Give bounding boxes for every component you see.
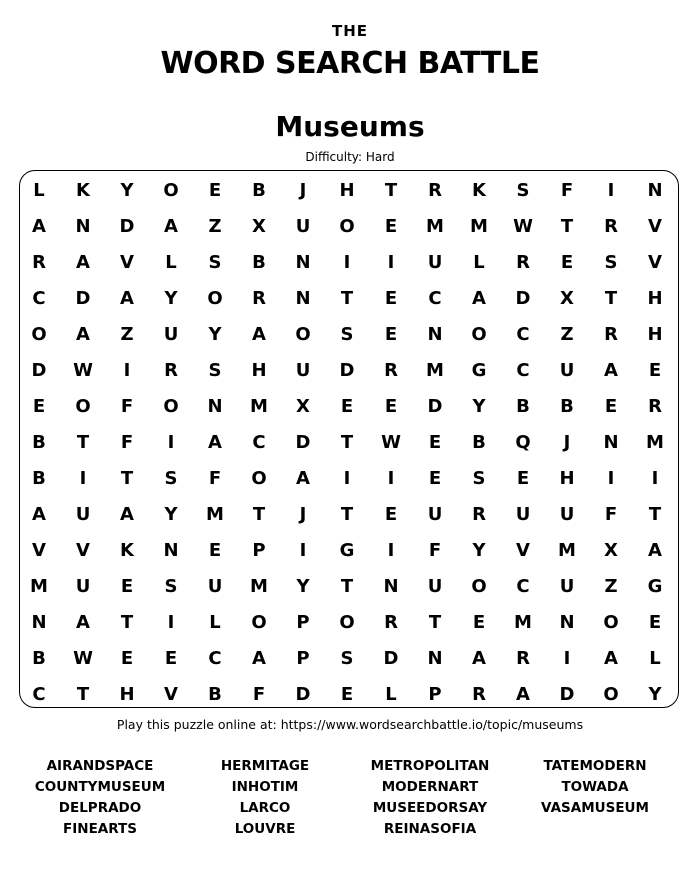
grid-letter[interactable]: B — [208, 684, 222, 705]
grid-letter[interactable]: R — [428, 180, 442, 201]
grid-letter[interactable]: I — [607, 180, 615, 201]
grid-row — [17, 209, 677, 245]
word-list-item: METROPOLITAN — [370, 758, 490, 774]
grid-letter[interactable]: O — [251, 468, 267, 489]
grid-letter[interactable]: R — [472, 684, 486, 705]
grid-letter[interactable]: R — [384, 360, 398, 381]
grid-letter[interactable]: U — [163, 324, 179, 345]
word-list-item: DELPRADO — [58, 800, 142, 816]
word-list-item: TATEMODERN — [543, 758, 647, 774]
grid-letter[interactable]: C — [208, 648, 222, 669]
grid-letter[interactable]: G — [471, 360, 487, 381]
grid-letter[interactable]: N — [559, 612, 575, 633]
grid-letter[interactable]: E — [340, 396, 354, 417]
grid-letter[interactable]: Y — [164, 504, 178, 525]
grid-letter[interactable]: V — [648, 216, 662, 237]
grid-letter[interactable]: X — [252, 216, 266, 237]
grid-letter[interactable]: C — [32, 288, 46, 309]
grid-row — [17, 641, 677, 677]
grid-letter[interactable]: I — [299, 540, 307, 561]
grid-letter[interactable]: Y — [472, 540, 486, 561]
grid-letter[interactable]: Y — [164, 288, 178, 309]
grid-row — [17, 245, 677, 281]
grid-letter[interactable]: A — [252, 324, 266, 345]
grid-letter[interactable]: J — [299, 180, 307, 201]
grid-letter[interactable]: F — [120, 396, 134, 417]
grid-letter[interactable]: V — [648, 252, 662, 273]
grid-letter[interactable]: T — [604, 288, 618, 309]
word-column — [12, 756, 188, 840]
grid-letter[interactable]: S — [208, 252, 222, 273]
grid-row — [17, 497, 677, 533]
grid-letter[interactable]: E — [648, 360, 662, 381]
grid-letter[interactable]: B — [516, 396, 530, 417]
word-list-item: TOWADA — [561, 779, 629, 795]
grid-letter[interactable]: E — [604, 396, 618, 417]
grid-letter[interactable]: X — [604, 540, 618, 561]
grid-letter[interactable]: S — [516, 180, 530, 201]
grid-letter[interactable]: E — [208, 540, 222, 561]
word-list-item: AIRANDSPACE — [46, 758, 154, 774]
grid-letter[interactable]: M — [646, 432, 664, 453]
word-list-item: MUSEEDORSAY — [372, 800, 488, 816]
grid-letter[interactable]: L — [209, 612, 221, 633]
grid-letter[interactable]: I — [343, 468, 351, 489]
grid-letter[interactable]: O — [471, 576, 487, 597]
grid-letter[interactable]: R — [164, 360, 178, 381]
grid-letter[interactable]: S — [472, 468, 486, 489]
grid-letter[interactable]: A — [32, 504, 46, 525]
grid-letter[interactable]: O — [75, 396, 91, 417]
word-list-item: HERMITAGE — [220, 758, 310, 774]
grid-letter[interactable]: R — [648, 396, 662, 417]
grid-letter[interactable]: N — [31, 612, 47, 633]
grid-letter[interactable]: D — [515, 288, 531, 309]
grid-letter[interactable]: C — [428, 288, 442, 309]
grid-letter[interactable]: T — [560, 216, 574, 237]
grid-letter[interactable]: E — [384, 396, 398, 417]
word-list-item: MODERNART — [381, 779, 479, 795]
grid-row — [17, 533, 677, 569]
grid-letter[interactable]: N — [383, 576, 399, 597]
grid-letter[interactable]: A — [472, 288, 486, 309]
grid-letter[interactable]: N — [295, 288, 311, 309]
grid-letter[interactable]: L — [473, 252, 485, 273]
grid-letter[interactable]: O — [163, 396, 179, 417]
grid-letter[interactable]: M — [470, 216, 488, 237]
grid-letter[interactable]: W — [381, 432, 401, 453]
grid-row — [17, 389, 677, 425]
grid-letter[interactable]: I — [387, 540, 395, 561]
letter-grid[interactable] — [17, 172, 677, 710]
grid-letter[interactable]: T — [120, 612, 134, 633]
grid-row — [17, 677, 677, 713]
grid-letter[interactable]: V — [516, 540, 530, 561]
grid-letter[interactable]: T — [340, 288, 354, 309]
grid-row — [17, 173, 677, 209]
grid-letter[interactable]: A — [604, 360, 618, 381]
grid-letter[interactable]: Y — [120, 180, 134, 201]
grid-letter[interactable]: I — [79, 468, 87, 489]
grid-letter[interactable]: F — [252, 684, 266, 705]
grid-letter[interactable]: H — [251, 360, 267, 381]
grid-letter[interactable]: A — [648, 540, 662, 561]
grid-letter[interactable]: O — [251, 612, 267, 633]
grid-letter[interactable]: A — [76, 324, 90, 345]
grid-letter[interactable]: E — [340, 684, 354, 705]
grid-letter[interactable]: H — [647, 324, 663, 345]
grid-letter[interactable]: J — [299, 504, 307, 525]
grid-letter[interactable]: F — [604, 504, 618, 525]
grid-letter[interactable]: P — [296, 648, 310, 669]
grid-letter[interactable]: N — [603, 432, 619, 453]
grid-letter[interactable]: B — [560, 396, 574, 417]
grid-letter[interactable]: E — [428, 432, 442, 453]
grid-letter[interactable]: T — [384, 180, 398, 201]
grid-letter[interactable]: O — [31, 324, 47, 345]
grid-letter[interactable]: O — [339, 216, 355, 237]
grid-letter[interactable]: C — [252, 432, 266, 453]
grid-letter[interactable]: B — [252, 252, 266, 273]
grid-letter[interactable]: U — [559, 576, 575, 597]
grid-letter[interactable]: H — [119, 684, 135, 705]
grid-letter[interactable]: N — [295, 252, 311, 273]
grid-letter[interactable]: U — [75, 504, 91, 525]
grid-letter[interactable]: C — [516, 576, 530, 597]
grid-letter[interactable]: A — [32, 216, 46, 237]
grid-letter[interactable]: W — [513, 216, 533, 237]
grid-letter[interactable]: N — [75, 216, 91, 237]
word-column — [507, 756, 683, 819]
grid-letter[interactable]: U — [515, 504, 531, 525]
brand-logo: WORD SEARCH BATTLE — [160, 46, 540, 81]
grid-letter[interactable]: Z — [560, 324, 574, 345]
grid-letter[interactable]: U — [207, 576, 223, 597]
grid-letter[interactable]: T — [120, 468, 134, 489]
grid-letter[interactable]: M — [206, 504, 224, 525]
grid-letter[interactable]: A — [120, 504, 134, 525]
grid-letter[interactable]: U — [295, 360, 311, 381]
grid-letter[interactable]: A — [604, 648, 618, 669]
grid-letter[interactable]: S — [164, 576, 178, 597]
grid-letter[interactable]: B — [32, 468, 46, 489]
grid-letter[interactable]: N — [427, 648, 443, 669]
grid-letter[interactable]: E — [516, 468, 530, 489]
word-column — [177, 756, 353, 840]
grid-letter[interactable]: K — [120, 540, 134, 561]
grid-letter[interactable]: N — [207, 396, 223, 417]
grid-letter[interactable]: T — [340, 576, 354, 597]
grid-letter[interactable]: T — [252, 504, 266, 525]
grid-letter[interactable]: L — [165, 252, 177, 273]
grid-letter[interactable]: D — [75, 288, 91, 309]
grid-letter[interactable]: P — [252, 540, 266, 561]
grid-letter[interactable]: U — [75, 576, 91, 597]
grid-letter[interactable]: R — [516, 252, 530, 273]
grid-letter[interactable]: G — [647, 576, 663, 597]
word-list-item: LARCO — [239, 800, 291, 816]
grid-row — [17, 425, 677, 461]
grid-letter[interactable]: D — [383, 648, 399, 669]
grid-letter[interactable]: E — [384, 216, 398, 237]
word-list-item: COUNTYMUSEUM — [34, 779, 166, 795]
grid-letter[interactable]: U — [295, 216, 311, 237]
word-column — [342, 756, 518, 840]
grid-letter[interactable]: I — [563, 648, 571, 669]
grid-letter[interactable]: L — [385, 684, 397, 705]
grid-letter[interactable]: E — [428, 468, 442, 489]
grid-letter[interactable]: B — [32, 648, 46, 669]
grid-letter[interactable]: E — [120, 648, 134, 669]
grid-letter[interactable]: V — [76, 540, 90, 561]
grid-letter[interactable]: I — [343, 252, 351, 273]
grid-letter[interactable]: X — [560, 288, 574, 309]
grid-letter[interactable]: I — [167, 432, 175, 453]
grid-row — [17, 317, 677, 353]
grid-letter[interactable]: H — [339, 180, 355, 201]
grid-letter[interactable]: F — [560, 180, 574, 201]
grid-letter[interactable]: E — [384, 324, 398, 345]
grid-letter[interactable]: D — [119, 216, 135, 237]
grid-letter[interactable]: D — [295, 432, 311, 453]
grid-letter[interactable]: X — [296, 396, 310, 417]
grid-letter[interactable]: F — [208, 468, 222, 489]
grid-row — [17, 461, 677, 497]
grid-letter[interactable]: C — [32, 684, 46, 705]
word-list-item: VASAMUSEUM — [541, 800, 649, 816]
grid-letter[interactable]: M — [558, 540, 576, 561]
grid-letter[interactable]: K — [472, 180, 486, 201]
grid-letter[interactable]: Y — [472, 396, 486, 417]
word-list-item: FINEARTS — [63, 821, 137, 837]
grid-letter[interactable]: A — [252, 648, 266, 669]
grid-letter[interactable]: M — [30, 576, 48, 597]
grid-letter[interactable]: E — [208, 180, 222, 201]
grid-letter[interactable]: P — [428, 684, 442, 705]
grid-letter[interactable]: U — [559, 360, 575, 381]
grid-letter[interactable]: U — [559, 504, 575, 525]
grid-letter[interactable]: A — [516, 684, 530, 705]
grid-letter[interactable]: V — [164, 684, 178, 705]
grid-letter[interactable]: F — [428, 540, 442, 561]
grid-letter[interactable]: A — [472, 648, 486, 669]
grid-letter[interactable]: M — [250, 396, 268, 417]
brand-the: THE — [331, 22, 369, 40]
grid-letter[interactable]: B — [32, 432, 46, 453]
grid-row — [17, 281, 677, 317]
grid-letter[interactable]: W — [73, 648, 93, 669]
grid-letter[interactable]: R — [604, 324, 618, 345]
grid-letter[interactable]: U — [427, 576, 443, 597]
grid-letter[interactable]: Z — [208, 216, 222, 237]
grid-letter[interactable]: T — [340, 432, 354, 453]
grid-letter[interactable]: E — [472, 612, 486, 633]
grid-letter[interactable]: E — [648, 612, 662, 633]
grid-letter[interactable]: I — [123, 360, 131, 381]
grid-letter[interactable]: C — [516, 324, 530, 345]
grid-letter[interactable]: M — [250, 576, 268, 597]
grid-letter[interactable]: M — [426, 216, 444, 237]
grid-letter[interactable]: E — [384, 504, 398, 525]
grid-letter[interactable]: D — [295, 684, 311, 705]
grid-row — [17, 569, 677, 605]
grid-letter[interactable]: W — [73, 360, 93, 381]
grid-letter[interactable]: O — [339, 612, 355, 633]
grid-letter[interactable]: A — [120, 288, 134, 309]
grid-letter[interactable]: D — [427, 396, 443, 417]
grid-letter[interactable]: Z — [120, 324, 134, 345]
grid-letter[interactable]: A — [76, 252, 90, 273]
grid-letter[interactable]: R — [384, 612, 398, 633]
puzzle-title: Museums — [275, 110, 425, 143]
grid-letter[interactable]: O — [207, 288, 223, 309]
grid-letter[interactable]: C — [516, 360, 530, 381]
grid-letter[interactable]: A — [208, 432, 222, 453]
grid-letter[interactable]: E — [32, 396, 46, 417]
grid-letter[interactable]: I — [387, 252, 395, 273]
grid-letter[interactable]: R — [32, 252, 46, 273]
grid-letter[interactable]: R — [604, 216, 618, 237]
grid-letter[interactable]: N — [427, 324, 443, 345]
grid-letter[interactable]: U — [427, 504, 443, 525]
grid-letter[interactable]: A — [296, 468, 310, 489]
grid-letter[interactable]: E — [164, 648, 178, 669]
grid-letter[interactable]: T — [340, 504, 354, 525]
word-list-item: REINASOFIA — [383, 821, 477, 837]
grid-letter[interactable]: D — [559, 684, 575, 705]
play-online-text: Play this puzzle online at: https://www.wordsearchbattle.io/topic/museums — [116, 717, 584, 732]
grid-letter[interactable]: A — [164, 216, 178, 237]
grid-letter[interactable]: N — [647, 180, 663, 201]
grid-letter[interactable]: O — [471, 324, 487, 345]
grid-letter[interactable]: E — [384, 288, 398, 309]
grid-letter[interactable]: O — [295, 324, 311, 345]
grid-letter[interactable]: M — [514, 612, 532, 633]
grid-letter[interactable]: Z — [604, 576, 618, 597]
grid-letter[interactable]: S — [340, 324, 354, 345]
grid-row — [17, 605, 677, 641]
grid-letter[interactable]: I — [651, 468, 659, 489]
grid-letter[interactable]: O — [603, 612, 619, 633]
grid-letter[interactable]: A — [76, 612, 90, 633]
grid-letter[interactable]: T — [76, 684, 90, 705]
grid-letter[interactable]: V — [32, 540, 46, 561]
grid-letter[interactable]: V — [120, 252, 134, 273]
grid-letter[interactable]: Y — [208, 324, 222, 345]
grid-letter[interactable]: B — [472, 432, 486, 453]
grid-letter[interactable]: S — [340, 648, 354, 669]
grid-letter[interactable]: N — [163, 540, 179, 561]
grid-letter[interactable]: E — [120, 576, 134, 597]
grid-letter[interactable]: U — [427, 252, 443, 273]
grid-letter[interactable]: L — [649, 648, 661, 669]
grid-letter[interactable]: J — [563, 432, 571, 453]
grid-letter[interactable]: R — [516, 648, 530, 669]
grid-letter[interactable]: I — [387, 468, 395, 489]
grid-letter[interactable]: D — [339, 360, 355, 381]
grid-letter[interactable]: I — [607, 468, 615, 489]
grid-letter[interactable]: M — [426, 360, 444, 381]
grid-row — [17, 353, 677, 389]
word-list-item: LOUVRE — [234, 821, 296, 837]
word-list-item: INHOTIM — [231, 779, 299, 795]
grid-letter[interactable]: S — [604, 252, 618, 273]
grid-letter[interactable]: T — [76, 432, 90, 453]
difficulty-label: Difficulty: Hard — [305, 150, 395, 164]
grid-letter[interactable]: T — [648, 504, 662, 525]
grid-letter[interactable]: O — [603, 684, 619, 705]
grid-letter[interactable]: P — [296, 612, 310, 633]
grid-letter[interactable]: L — [33, 180, 45, 201]
grid-letter[interactable]: H — [647, 288, 663, 309]
grid-letter[interactable]: B — [252, 180, 266, 201]
grid-letter[interactable]: Y — [296, 576, 310, 597]
grid-letter[interactable]: D — [31, 360, 47, 381]
grid-letter[interactable]: O — [163, 180, 179, 201]
grid-letter[interactable]: H — [559, 468, 575, 489]
grid-letter[interactable]: Y — [648, 684, 662, 705]
grid-letter[interactable]: R — [472, 504, 486, 525]
grid-letter[interactable]: G — [339, 540, 355, 561]
grid-letter[interactable]: R — [252, 288, 266, 309]
grid-letter[interactable]: K — [76, 180, 90, 201]
grid-letter[interactable]: E — [560, 252, 574, 273]
grid-letter[interactable]: Q — [515, 432, 531, 453]
grid-letter[interactable]: S — [208, 360, 222, 381]
grid-letter[interactable]: S — [164, 468, 178, 489]
grid-letter[interactable]: I — [167, 612, 175, 633]
grid-letter[interactable]: T — [428, 612, 442, 633]
grid-letter[interactable]: F — [120, 432, 134, 453]
